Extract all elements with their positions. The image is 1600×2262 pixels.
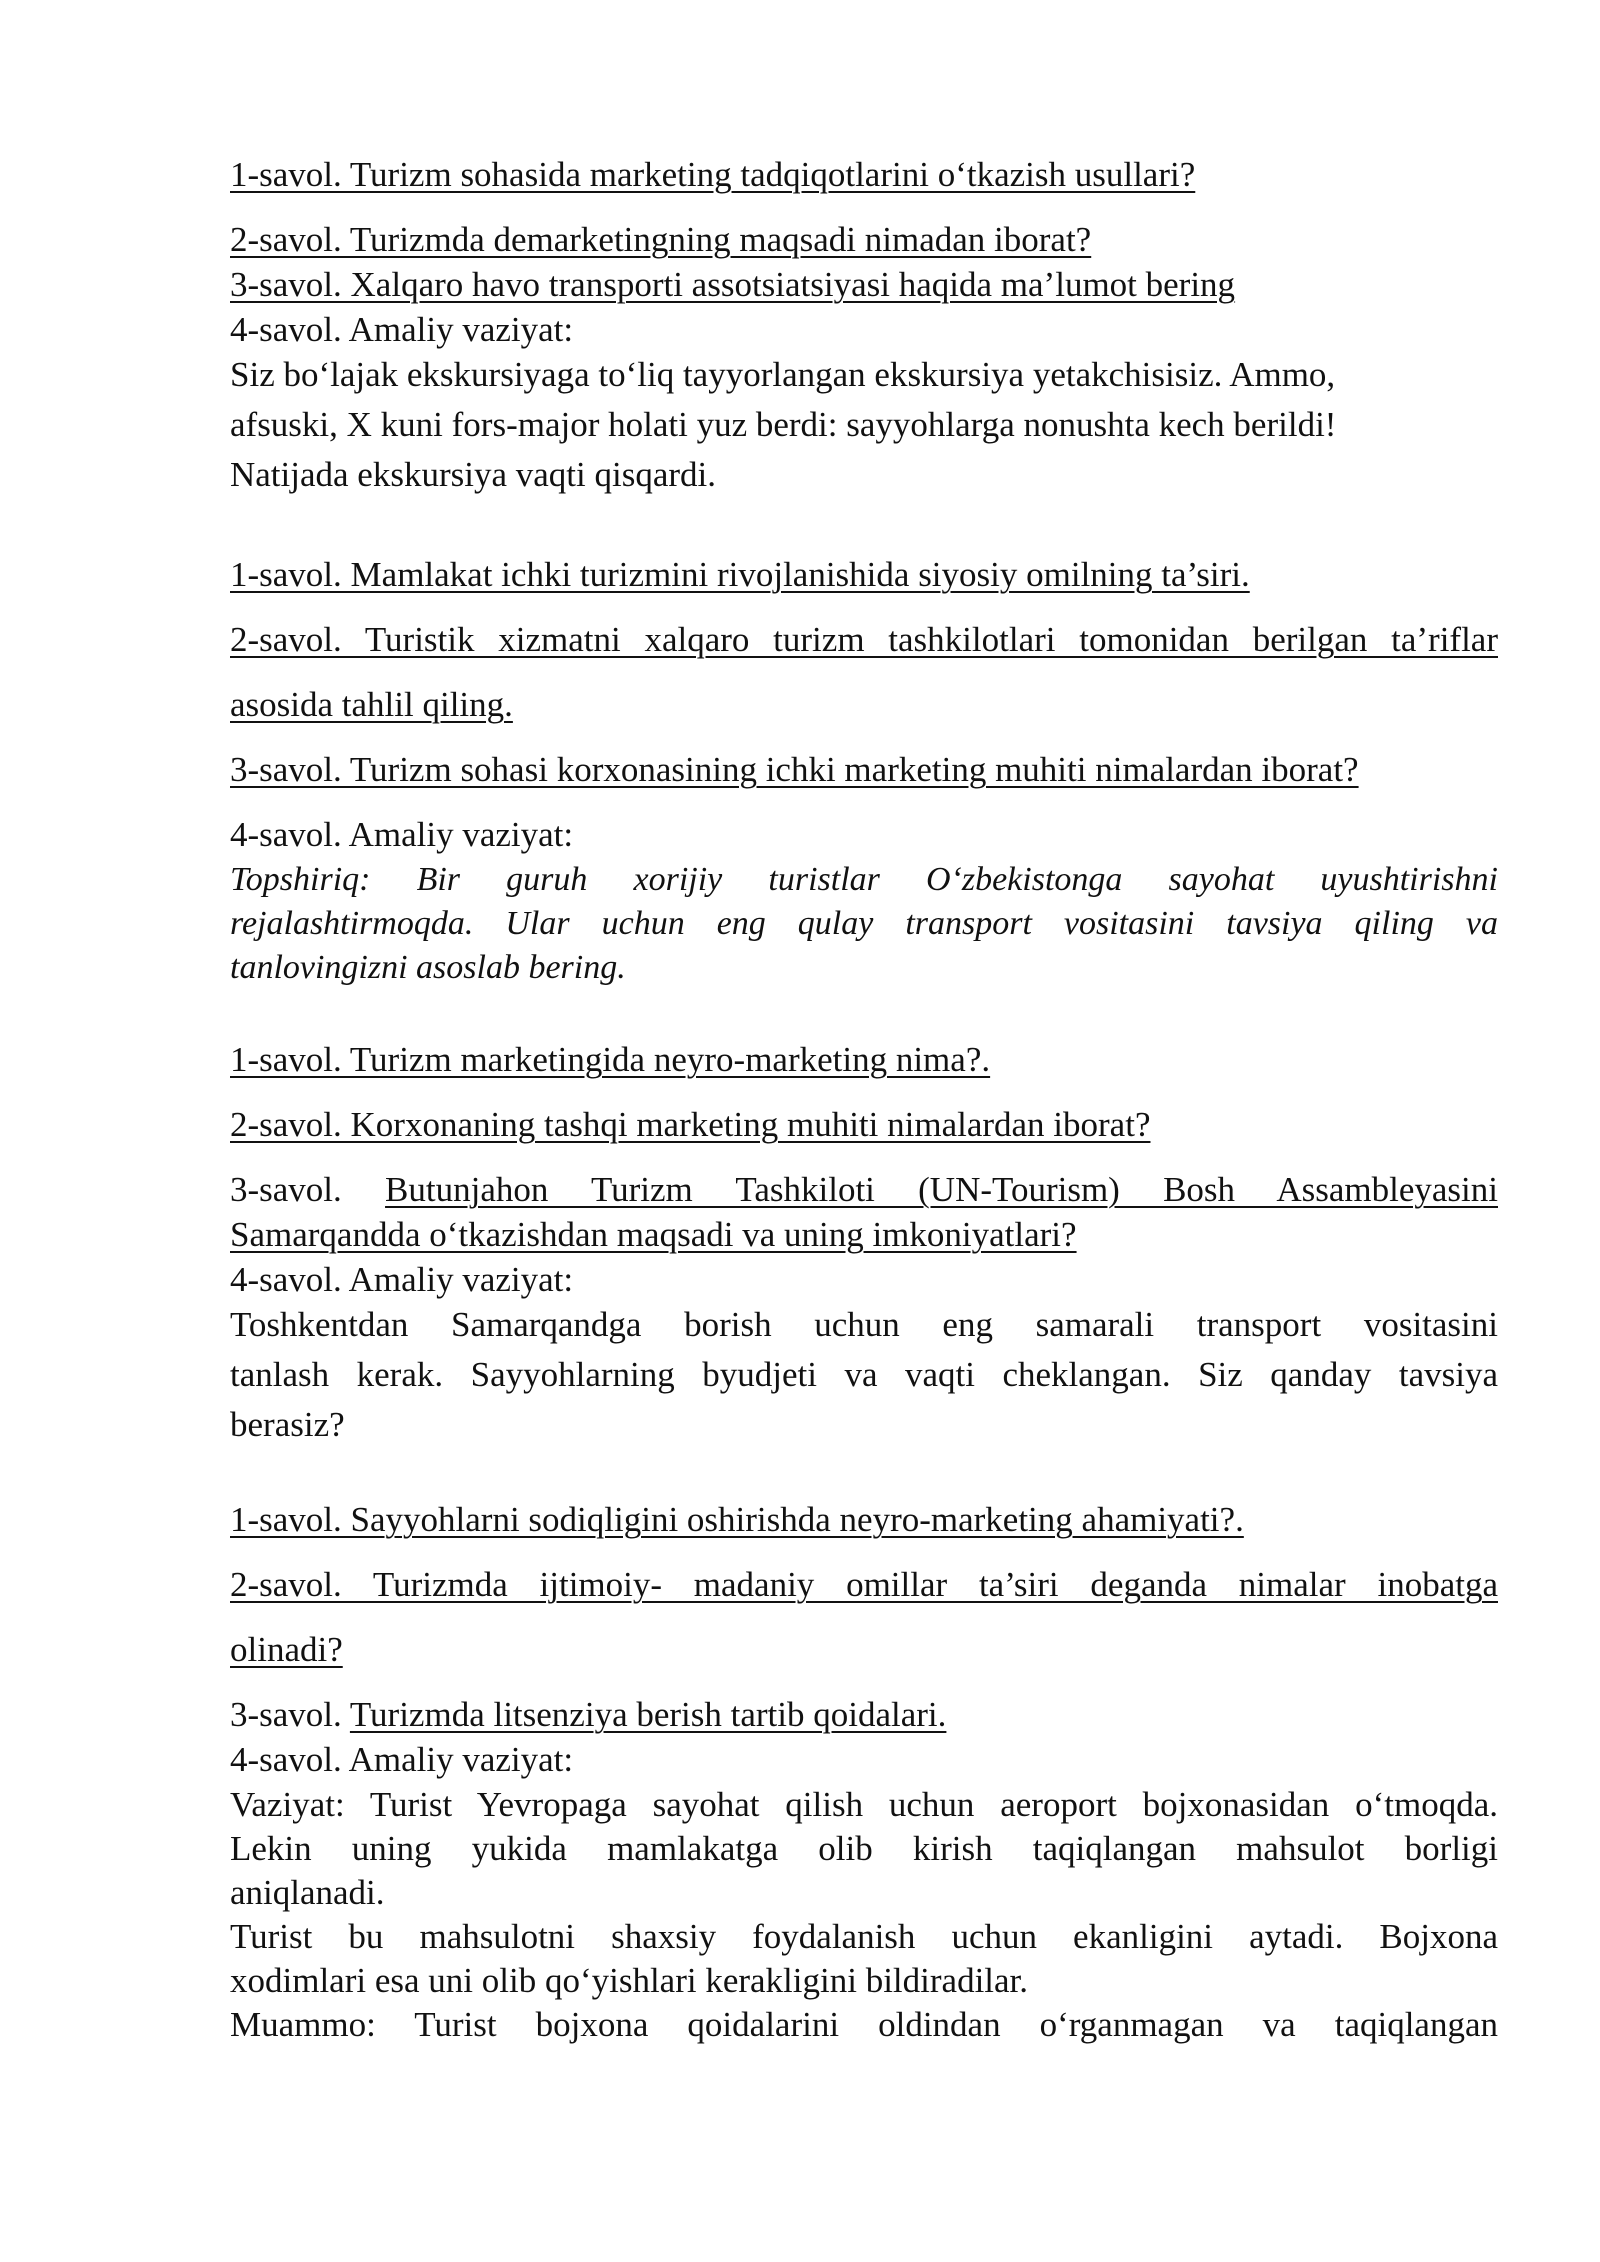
- s4-case-line: xodimlari esa uni olib qo‘yishlari kerakligini bildiradilar.: [230, 1961, 1029, 2000]
- s4-question-1: 1-savol. Sayyohlarni sodiqligini oshirishda neyro-marketing ahamiyati?.: [230, 1500, 1244, 1539]
- s3-question-3-line: [230, 1169, 1498, 1211]
- s4-question-3-line: [230, 1694, 946, 1736]
- s4-case-line: Turist bu mahsulotni shaxsiy foydalanish uchun ekanligini aytadi. Bojxona: [230, 1917, 1498, 1956]
- s2-question-1: 1-savol. Mamlakat ichki turizmini rivojlanishida siyosiy omilning ta’siri.: [230, 555, 1250, 594]
- s4-question-2-line: 2-savol. Turizmda ijtimoiy- madaniy omillar ta’siri deganda nimalar inobatga: [230, 1565, 1498, 1604]
- s3-question-2: 2-savol. Korxonaning tashqi marketing muhiti nimalardan iborat?: [230, 1105, 1151, 1144]
- s3-case-line: Toshkentdan Samarqandga borish uchun eng samarali transport vositasini: [230, 1305, 1498, 1344]
- s4-case-line: Vaziyat: Turist Yevropaga sayohat qilish uchun aeroport bojxonasidan o‘tmoqda.: [230, 1785, 1498, 1824]
- s4-case-line: aniqlanadi.: [230, 1873, 385, 1912]
- s2-question-3: 3-savol. Turizm sohasi korxonasining ichki marketing muhiti nimalardan iborat?: [230, 750, 1359, 789]
- s2-case-line: Topshiriq: Bir guruh xorijiy turistlar O‘zbekistonga sayohat uyushtirishni: [230, 861, 1498, 898]
- s1-case-line: Natijada ekskursiya vaqti qisqardi.: [230, 455, 716, 494]
- s4-question-4: 4-savol. Amaliy vaziyat:: [230, 1740, 574, 1779]
- s3-case-line: tanlash kerak. Sayyohlarning byudjeti va vaqti cheklangan. Siz qanday tavsiya: [230, 1355, 1498, 1394]
- s1-question-1: 1-savol. Turizm sohasida marketing tadqiqotlarini o‘tkazish usullari?: [230, 155, 1196, 194]
- s3-question-1: 1-savol. Turizm marketingida neyro-marketing nima?.: [230, 1040, 991, 1079]
- s2-question-2-line: 2-savol. Turistik xizmatni xalqaro turizm tashkilotlari tomonidan berilgan ta’riflar: [230, 620, 1498, 659]
- s1-question-3: 3-savol. Xalqaro havo transporti assotsiatsiyasi haqida ma’lumot bering: [230, 265, 1236, 304]
- s3-question-4: 4-savol. Amaliy vaziyat:: [230, 1260, 574, 1299]
- s2-case-line: rejalashtirmoqda. Ular uchun eng qulay transport vositasini tavsiya qiling va: [230, 905, 1498, 942]
- s2-question-4: 4-savol. Amaliy vaziyat:: [230, 815, 574, 854]
- s1-question-4: 4-savol. Amaliy vaziyat:: [230, 310, 574, 349]
- s4-question-3-prefix: 3-savol.: [230, 1695, 350, 1734]
- s1-case-line: Siz bo‘lajak ekskursiyaga to‘liq tayyorlangan ekskursiya yetakchisisiz. Ammo,: [230, 355, 1336, 394]
- s4-question-2-line: olinadi?: [230, 1630, 343, 1669]
- s4-case-line: Muammo: Turist bojxona qoidalarini oldindan o‘rganmagan va taqiqlangan: [230, 2005, 1498, 2044]
- s4-case-line: Lekin uning yukida mamlakatga olib kirish taqiqlangan mahsulot borligi: [230, 1829, 1498, 1868]
- s3-question-3-line: Samarqandda o‘tkazishdan maqsadi va uning imkoniyatlari?: [230, 1215, 1077, 1254]
- s3-case-line: berasiz?: [230, 1405, 345, 1444]
- s1-case-line: afsuski, X kuni fors-major holati yuz berdi: sayyohlarga nonushta kech berildi!: [230, 405, 1337, 444]
- s3-question-3-text: Butunjahon Turizm Tashkiloti (UN-Tourism) Bosh Assambleyasini: [385, 1170, 1498, 1209]
- s1-question-2: 2-savol. Turizmda demarketingning maqsadi nimadan iborat?: [230, 220, 1092, 259]
- s2-question-2-line: asosida tahlil qiling.: [230, 685, 513, 724]
- s2-case-line: tanlovingizni asoslab bering.: [230, 949, 626, 986]
- s4-question-3-text: Turizmda litsenziya berish tartib qoidalari.: [349, 1695, 947, 1734]
- s3-question-3-prefix: 3-savol.: [230, 1170, 386, 1209]
